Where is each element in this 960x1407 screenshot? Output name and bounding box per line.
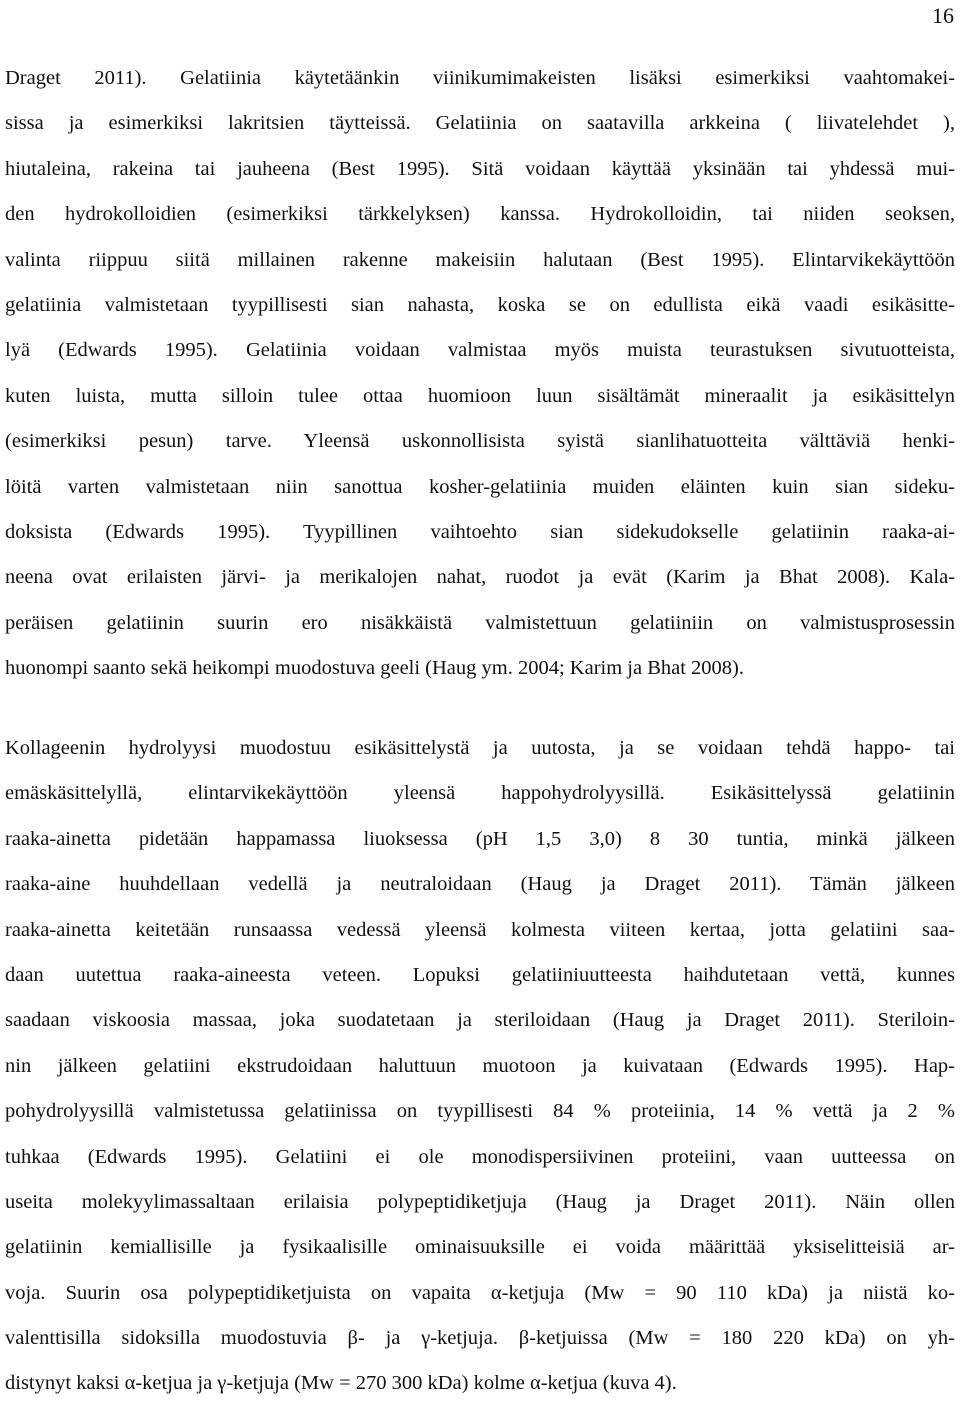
text-line: Draget 2011). Gelatiinia käytetäänkin viinikumimakeisten lisäksi esimerkiksi vaahtomakei-	[5, 67, 955, 89]
text-line: pohydrolyysillä valmistetussa gelatiinissa on tyypillisesti 84 % proteiinia, 14 % vettä ja 2 %	[5, 1100, 955, 1123]
text-line: emäskäsittelyllä, elintarvikekäyttöön yleensä happohydrolyysillä. Esikäsittelyssä gelatiinin	[5, 782, 955, 805]
text-line: doksista (Edwards 1995). Tyypillinen vaihtoehto sian sidekudokselle gelatiinin raaka-ai-	[5, 520, 955, 543]
text-line: nin jälkeen gelatiini ekstrudoidaan haluttuun muotoon ja kuivataan (Edwards 1995). Hap-	[5, 1054, 955, 1077]
text-line: (esimerkiksi pesun) tarve. Yleensä uskonnollisista syistä sianlihatuotteita välttäviä henki-	[5, 430, 955, 453]
text-line: peräisen gelatiinin suurin ero nisäkkäistä valmistettuun gelatiiniin on valmistusprosessin	[5, 611, 955, 634]
text-line: valinta riippuu siitä millainen rakenne makeisiin halutaan (Best 1995). Elintarvikekäyttöön	[5, 248, 955, 271]
text-line: löitä varten valmistetaan niin sanottua kosher-gelatiinia muiden eläinten kuin sian sideku-	[5, 475, 955, 498]
text-line: raaka-ainetta keitetään runsaassa vedessä yleensä kolmesta viiteen kertaa, jotta gelatiini saa-	[5, 918, 955, 941]
text-line: gelatiinia valmistetaan tyypillisesti sian nahasta, koska se on edullista eikä vaadi esikäsitte-	[5, 293, 955, 316]
text-line: neena ovat erilaisten järvi- ja merikalojen nahat, ruodot ja evät (Karim ja Bhat 2008). Kala-	[5, 566, 955, 589]
paragraph-gelatin-uses	[5, 56, 955, 691]
text-line: sissa ja esimerkiksi lakritsien täytteissä. Gelatiinia on saatavilla arkkeina ( liivatelehdet ),	[5, 112, 955, 135]
text-line: Kollageenin hydrolyysi muodostuu esikäsittelystä ja uutosta, ja se voidaan tehdä happo- tai	[5, 737, 955, 759]
paragraph-collagen-hydrolysis	[5, 726, 955, 1407]
text-line: hiutaleina, rakeina tai jauheena (Best 1995). Sitä voidaan käyttää yksinään tai yhdessä mui-	[5, 157, 955, 180]
text-line: den hydrokolloidien (esimerkiksi tärkkelyksen) kanssa. Hydrokolloidin, tai niiden seoksen,	[5, 203, 955, 226]
text-line: daan uutettua raaka-aineesta veteen. Lopuksi gelatiiniuutteesta haihdutetaan vettä, kunnes	[5, 963, 955, 986]
text-line: useita molekyylimassaltaan erilaisia polypeptidiketjuja (Haug ja Draget 2011). Näin ollen	[5, 1190, 955, 1213]
text-line: huonompi saanto sekä heikompi muodostuva geeli (Haug ym. 2004; Karim ja Bhat 2008).	[5, 657, 745, 680]
text-line: voja. Suurin osa polypeptidiketjuista on vapaita α-ketjuja (Mw = 90 110 kDa) ja niistä ko-	[5, 1281, 955, 1304]
text-line: raaka-aine huuhdellaan vedellä ja neutraloidaan (Haug ja Draget 2011). Tämän jälkeen	[5, 873, 955, 896]
text-line: lyä (Edwards 1995). Gelatiinia voidaan valmistaa myös muista teurastuksen sivutuotteista,	[5, 339, 955, 362]
text-line: raaka-ainetta pidetään happamassa liuoksessa (pH 1,5 3,0) 8 30 tuntia, minkä jälkeen	[5, 827, 955, 850]
text-line: saadaan viskoosia massaa, joka suodatetaan ja steriloidaan (Haug ja Draget 2011). Steriloin-	[5, 1009, 955, 1032]
page-number: 16	[932, 3, 954, 28]
text-line: gelatiinin kemiallisille ja fysikaalisille ominaisuuksille ei voida määrittää yksiselitteisiä ar-	[5, 1236, 955, 1259]
text-line: distynyt kaksi α-ketjua ja γ-ketjuja (Mw = 270 300 kDa) kolme α-ketjua (kuva 4).	[5, 1372, 677, 1395]
text-line: tuhkaa (Edwards 1995). Gelatiini ei ole monodispersiivinen proteiini, vaan uutteessa on	[5, 1145, 955, 1168]
text-line: kuten luista, mutta silloin tulee ottaa huomioon luun sisältämät mineraalit ja esikäsittelyn	[5, 384, 955, 407]
text-line: valenttisilla sidoksilla muodostuvia β- ja γ-ketjuja. β-ketjuissa (Mw = 180 220 kDa) on yh-	[5, 1327, 955, 1350]
